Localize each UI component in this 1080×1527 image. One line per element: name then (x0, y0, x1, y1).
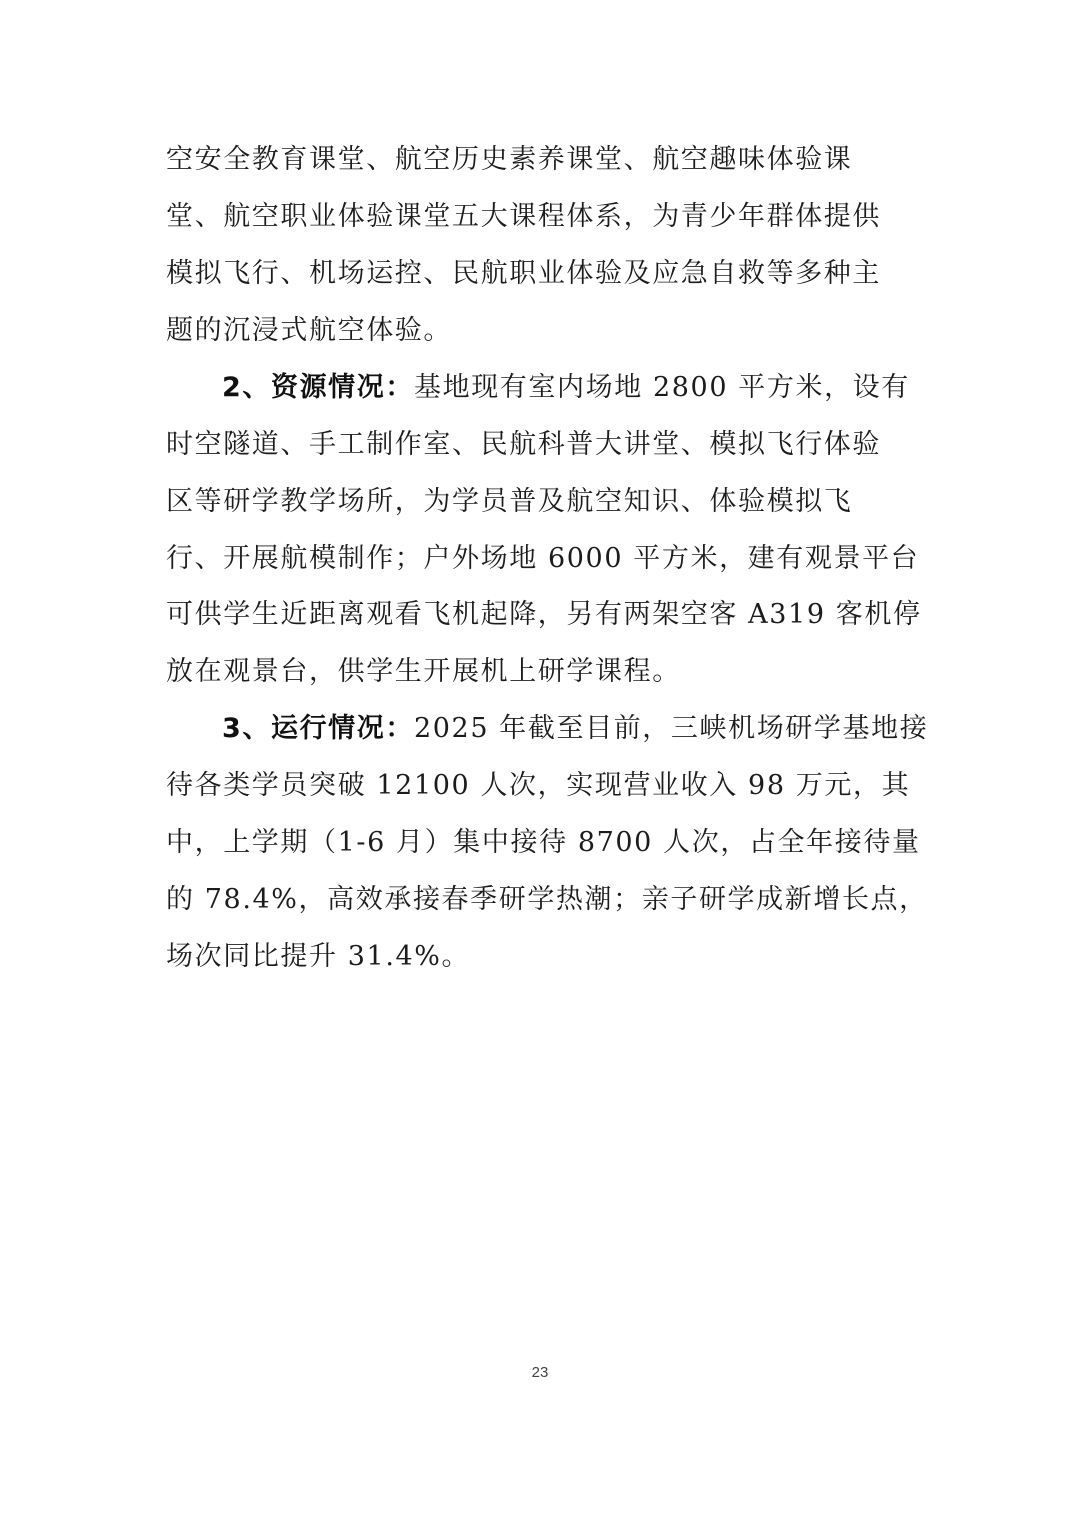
section-2-text: 基地现有室内场地 2800 平方米，设有 (414, 372, 910, 403)
paragraph-line: 模拟飞行、机场运控、民航职业体验及应急自救等多种主 (166, 258, 881, 289)
paragraph-line: 堂、航空职业体验课堂五大课程体系，为青少年群体提供 (166, 201, 881, 232)
paragraph-line: 行、开展航模制作；户外场地 6000 平方米，建有观景平台 (166, 543, 920, 574)
section-3-first-line (222, 711, 928, 747)
section-2-heading: 2、资源情况： (222, 372, 414, 403)
paragraph-line: 的 78.4%，高效承接春季研学热潮；亲子研学成新增长点， (166, 884, 928, 915)
paragraph-line: 时空隧道、手工制作室、民航科普大讲堂、模拟飞行体验 (166, 429, 881, 460)
paragraph-line: 题的沉浸式航空体验。 (166, 315, 452, 346)
paragraph-line: 中，上学期（1-6 月）集中接待 8700 人次，占全年接待量 (166, 827, 921, 858)
paragraph-line: 区等研学教学场所，为学员普及航空知识、体验模拟飞 (166, 486, 853, 517)
section-3-text: 2025 年截至目前，三峡机场研学基地接 (414, 713, 929, 744)
paragraph-line: 场次同比提升 31.4%。 (166, 941, 471, 972)
paragraph-line: 可供学生近距离观看飞机起降，另有两架空客 A319 客机停 (166, 599, 922, 630)
paragraph-line: 待各类学员突破 12100 人次，实现营业收入 98 万元，其 (166, 770, 911, 801)
section-3-heading: 3、运行情况： (222, 713, 414, 744)
page-number: 23 (531, 1364, 549, 1381)
paragraph-line: 放在观景台，供学生开展机上研学课程。 (166, 656, 681, 687)
paragraph-line: 空安全教育课堂、航空历史素养课堂、航空趣味体验课 (166, 144, 853, 175)
section-2-first-line (222, 370, 910, 406)
